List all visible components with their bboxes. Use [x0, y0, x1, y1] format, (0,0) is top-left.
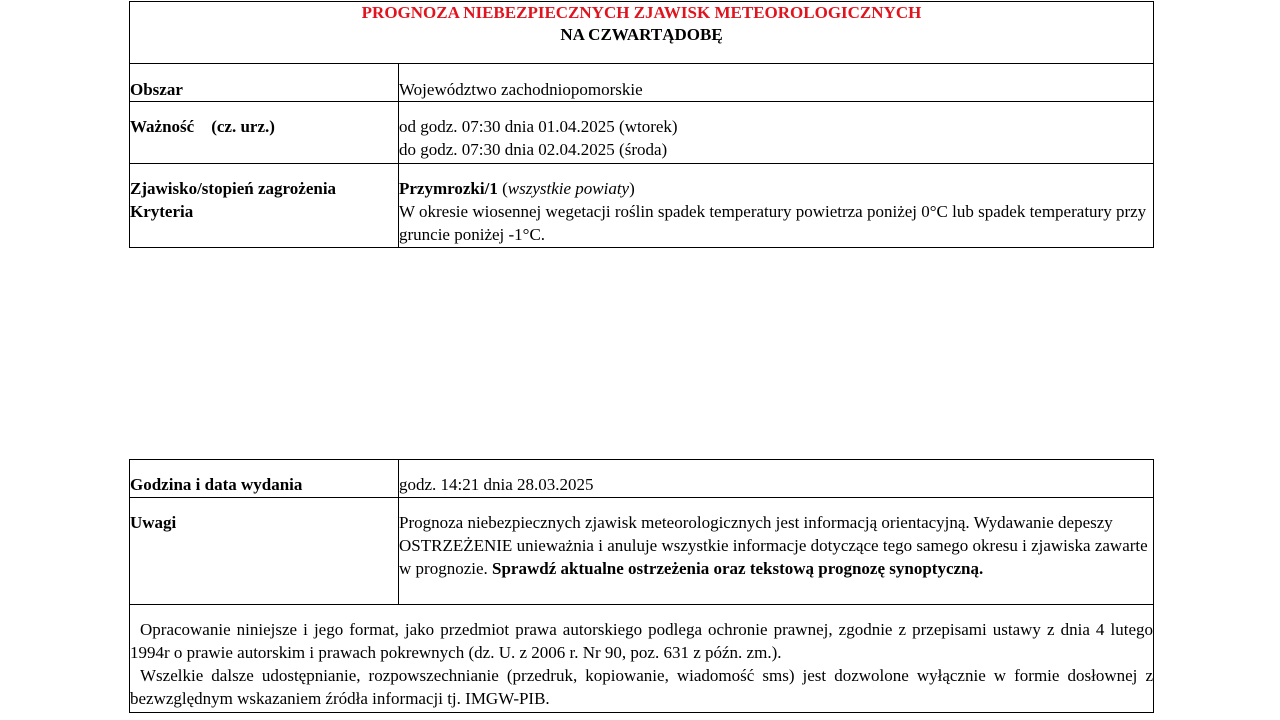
scope-open: (: [497, 179, 508, 198]
phenomenon-criteria: W okresie wiosennej wegetacji roślin spadek temperatury powietrza poniżej 0°C lub spadek temperatury przy gruncie poniżej -1°C.: [399, 202, 1147, 244]
area-value: Województwo zachodniopomorskie: [399, 64, 1154, 102]
footer-cell: [130, 605, 1154, 713]
phenomenon-scope: wszystkie powiaty: [507, 179, 630, 198]
issued-label: Godzina i data wydania: [130, 460, 399, 498]
validity-to: do godz. 07:30 dnia 02.04.2025 (środa): [399, 140, 668, 159]
remarks-value: [399, 498, 1154, 605]
forecast-table-bottom: [129, 459, 1154, 713]
validity-value: [399, 102, 1154, 164]
remarks-bold-text: Sprawdź aktualne ostrzeżenia oraz tekstową prognozę synoptyczną.: [492, 559, 984, 578]
criteria-label: Kryteria: [130, 202, 194, 221]
remarks-row: [130, 498, 1154, 605]
validity-from: od godz. 07:30 dnia 01.04.2025 (wtorek): [399, 117, 678, 136]
title-cell: [130, 2, 1154, 64]
issued-row: [130, 460, 1154, 498]
document-title: PROGNOZA NIEBEZPIECZNYCH ZJAWISK METEOROLOGICZNYCH: [361, 3, 922, 22]
forecast-table-top: [129, 1, 1154, 248]
phenomenon-row: [130, 164, 1154, 248]
area-row: [130, 64, 1154, 102]
phenomenon-label: [130, 164, 399, 248]
document-subtitle: NA CZWARTĄDOBĘ: [560, 25, 723, 44]
copyright-notice: Opracowanie niniejsze i jego format, jako przedmiot prawa autorskiego podlega ochronie prawnej, zgodnie z przepisami ustawy z dnia 4 lutego 1994r o prawie autorskim i prawach pokrewnych (dz. U. z 2006 r. Nr 90, poz. 631 z późn. zm.).: [130, 620, 1153, 662]
phenomenon-name: Przymrozki/1: [399, 179, 498, 198]
phenomenon-heading: [399, 177, 1153, 200]
validity-row: [130, 102, 1154, 164]
footer-row: [130, 605, 1154, 713]
issued-value: godz. 14:21 dnia 28.03.2025: [399, 460, 1154, 498]
remarks-text: Prognoza niebezpiecznych zjawisk meteorologicznych jest informacją orientacyjną. Wydawanie depeszy OSTRZEŻENIE unieważnia i anuluje wszystkie informacje dotyczące tego samego okresu i zjawiska zawarte w prognozie.: [399, 513, 1148, 578]
phenomenon-label-line1: Zjawisko/stopień zagrożenia: [130, 179, 337, 198]
scope-close: ): [629, 179, 635, 198]
area-label: Obszar: [130, 64, 399, 102]
distribution-notice: Wszelkie dalsze udostępnianie, rozpowszechnianie (przedruk, kopiowanie, wiadomość sms) jest dozwolone wyłącznie w formie dosłownej z bezwzględnym wskazaniem źródła informacji tj. IMGW-PIB.: [130, 666, 1153, 708]
phenomenon-value: [399, 164, 1154, 248]
validity-label: Ważność (cz. urz.): [130, 102, 399, 164]
remarks-label: Uwagi: [130, 498, 399, 605]
